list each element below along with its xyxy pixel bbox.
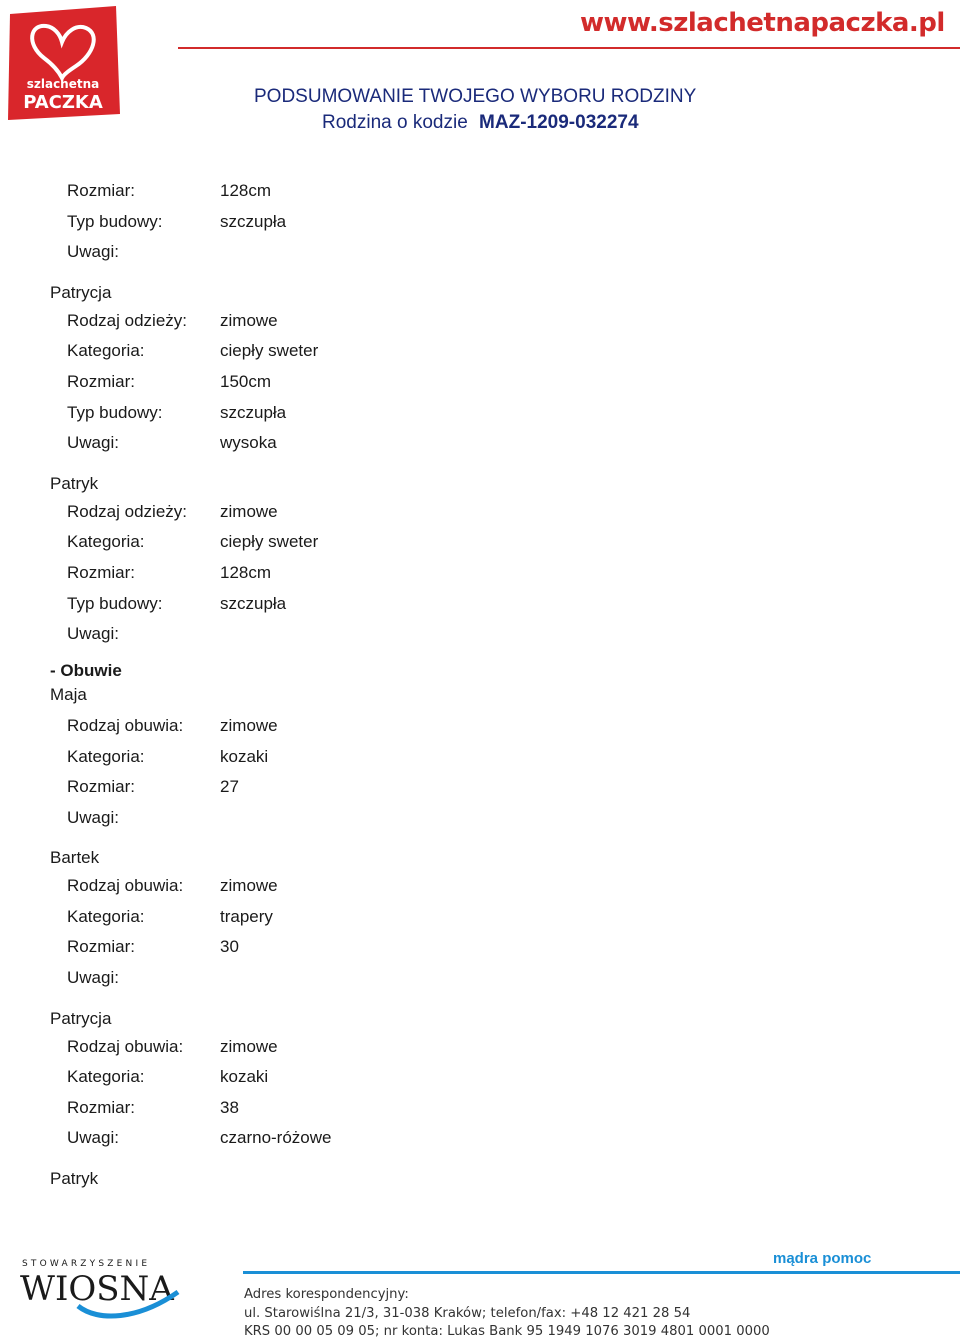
field-value: zimowe: [220, 715, 278, 735]
field-value: wysoka: [220, 433, 277, 453]
field-label: Rozmiar:: [67, 371, 136, 391]
field-row: [0, 237, 960, 268]
field-label: Kategoria:: [67, 906, 145, 926]
address-line: ul. Starowiślna 21/3, 31-038 Kraków; telefon/fax: +48 12 421 28 54: [244, 1305, 691, 1321]
tagline: mądra pomoc: [773, 1250, 872, 1267]
family-code-label: Rodzina o kodzie: [322, 112, 468, 133]
field-label: Uwagi:: [67, 1128, 119, 1148]
field-value: kozaki: [220, 746, 269, 766]
address-label: Adres korespondencyjny:: [244, 1287, 409, 1302]
field-label: Kategoria:: [67, 341, 145, 361]
field-label: Rozmiar:: [67, 937, 136, 957]
person-name: Patrycja: [50, 282, 112, 302]
field-row: [0, 497, 960, 528]
wiosna-logo: [18, 1256, 193, 1320]
field-value: zimowe: [220, 310, 278, 330]
field-row: [0, 558, 960, 589]
field-label: Uwagi:: [67, 807, 119, 827]
field-value: 150cm: [220, 371, 272, 391]
field-value: szczupła: [220, 593, 287, 613]
page-title: PODSUMOWANIE TWOJEGO WYBORU RODZINY: [254, 86, 697, 107]
field-row: [0, 336, 960, 367]
field-label: Kategoria:: [67, 1067, 145, 1087]
field-row: [0, 963, 960, 994]
field-value: szczupła: [220, 402, 287, 422]
field-label: Rodzaj obuwia:: [67, 715, 184, 735]
person-name: Maja: [50, 685, 87, 705]
field-label: Rodzaj obuwia:: [67, 1036, 184, 1056]
field-row: [0, 772, 960, 803]
field-value: 27: [220, 777, 239, 797]
field-row: [0, 742, 960, 773]
field-value: szczupła: [220, 211, 287, 231]
field-label: Kategoria:: [67, 746, 145, 766]
field-label: Typ budowy:: [67, 593, 163, 613]
field-row: [0, 398, 960, 429]
field-value: 38: [220, 1097, 239, 1117]
svg-text:STOWARZYSZENIE: STOWARZYSZENIE: [22, 1259, 151, 1269]
field-value: kozaki: [220, 1067, 269, 1087]
field-row: [0, 367, 960, 398]
top-divider: [178, 47, 960, 49]
field-label: Uwagi:: [67, 242, 119, 262]
field-row: [0, 428, 960, 459]
person-name: Patryk: [50, 473, 99, 493]
svg-text:szlachetna: szlachetna: [26, 77, 100, 91]
field-row: [0, 711, 960, 742]
field-row: [0, 1032, 960, 1063]
field-row: [0, 902, 960, 933]
field-value: zimowe: [220, 876, 278, 896]
field-row: [0, 619, 960, 650]
field-value: 128cm: [220, 181, 272, 200]
field-label: Rozmiar:: [67, 777, 136, 797]
field-row: [0, 589, 960, 620]
field-value: czarno-różowe: [220, 1128, 332, 1148]
footer-divider: [243, 1271, 960, 1274]
summary-list: [0, 176, 960, 1192]
bank-line: KRS 00 00 05 09 05; nr konta: Lukas Bank 95 1949 1076 3019 4801 0001 0000: [244, 1324, 770, 1340]
field-row: [0, 932, 960, 963]
field-value: 30: [220, 937, 239, 957]
person-name: Patrycja: [50, 1008, 112, 1028]
field-label: Rozmiar:: [67, 1097, 136, 1117]
field-label: Rodzaj obuwia:: [67, 876, 184, 896]
field-label: Typ budowy:: [67, 402, 163, 422]
field-label: Rozmiar:: [67, 181, 136, 200]
szlachetna-paczka-logo: [4, 4, 122, 122]
footer-contact: [244, 1286, 770, 1342]
svg-text:PACZKA: PACZKA: [23, 92, 103, 113]
field-row: [0, 1062, 960, 1093]
section-heading-shoes: - Obuwie: [50, 660, 122, 680]
field-value: zimowe: [220, 1036, 278, 1056]
field-label: Uwagi:: [67, 968, 119, 988]
field-row: [0, 306, 960, 337]
field-value: ciepły sweter: [220, 341, 319, 361]
family-code: MAZ-1209-032274: [479, 112, 639, 133]
field-label: Rodzaj odzieży:: [67, 501, 188, 521]
site-url[interactable]: www.szlachetnapaczka.pl: [580, 8, 945, 38]
field-label: Kategoria:: [67, 532, 145, 552]
field-row: [0, 176, 960, 207]
person-name: Patryk: [50, 1169, 99, 1189]
field-row: [0, 527, 960, 558]
field-row: [0, 871, 960, 902]
field-row: [0, 1093, 960, 1124]
field-label: Uwagi:: [67, 433, 119, 453]
field-label: Typ budowy:: [67, 211, 163, 231]
family-code-line: [322, 112, 639, 134]
field-label: Uwagi:: [67, 624, 119, 644]
field-row: [0, 803, 960, 834]
field-value: trapery: [220, 906, 273, 926]
field-value: ciepły sweter: [220, 532, 319, 552]
field-value: zimowe: [220, 501, 278, 521]
field-row: [0, 1123, 960, 1154]
field-label: Rodzaj odzieży:: [67, 310, 188, 330]
person-name: Bartek: [50, 848, 100, 868]
field-value: 128cm: [220, 562, 272, 582]
svg-text:WIOSNA: WIOSNA: [20, 1269, 174, 1309]
field-row: [0, 207, 960, 238]
field-label: Rozmiar:: [67, 562, 136, 582]
